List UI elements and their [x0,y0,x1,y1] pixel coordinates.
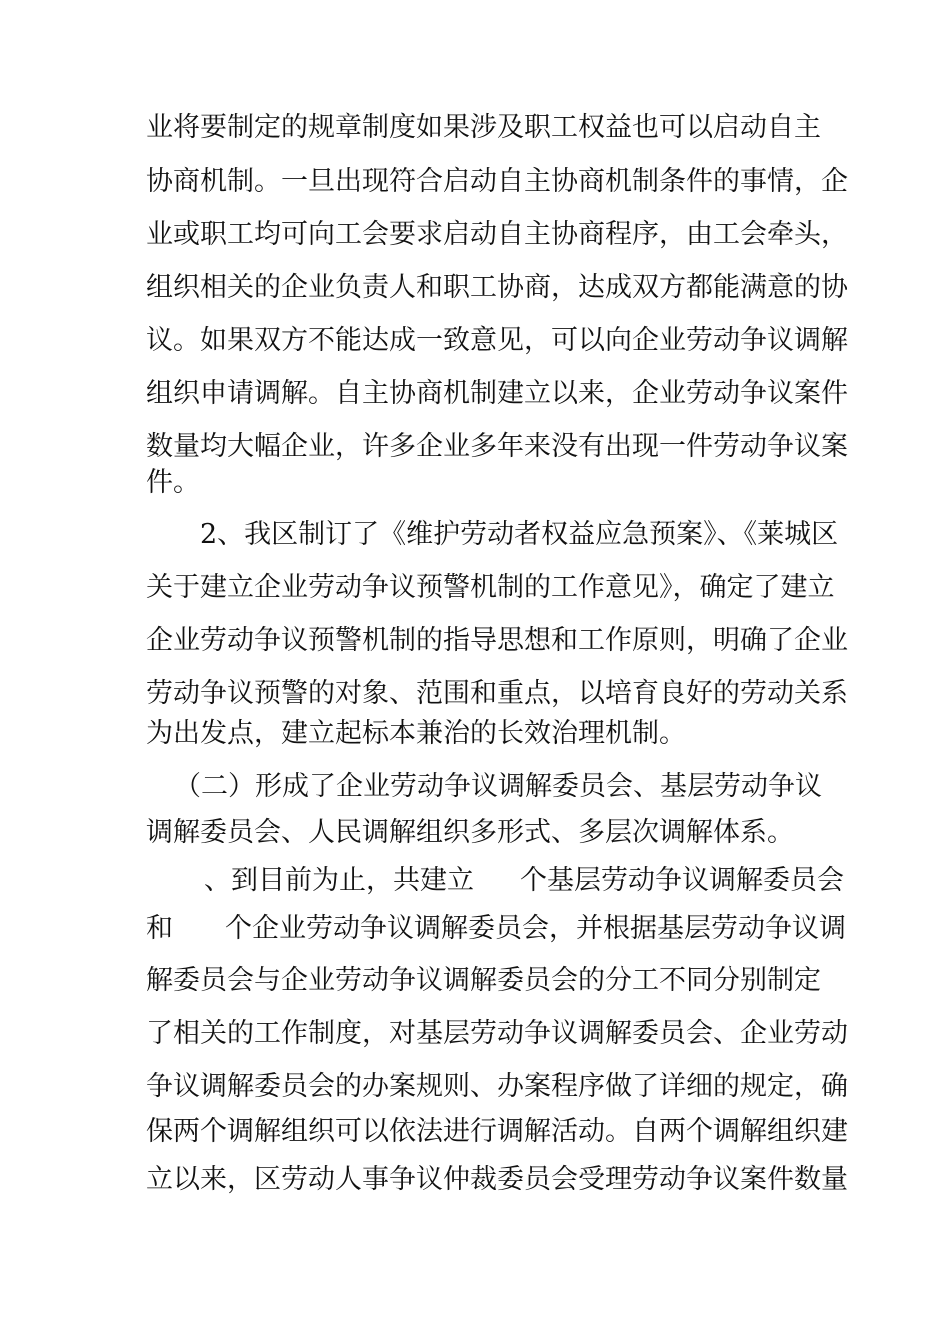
paragraph-line: 2、我区制订了《维护劳动者权益应急预案》、《莱城区 [200,519,839,550]
paragraph-line: 企业劳动争议预警机制的指导思想和工作原则，明确了企业 [146,625,848,656]
paragraph-line: 件。 [146,467,200,498]
paragraph-line: 议。如果双方不能达成一致意见，可以向企业劳动争议调解 [146,325,848,356]
paragraph-line: 关于建立企业劳动争议预警机制的工作意见》，确定了建立 [146,572,835,603]
paragraph-line: 保两个调解组织可以依法进行调解活动。自两个调解组织建 [146,1116,848,1147]
line-part: 个基层劳动争议调解委员会 [520,865,844,896]
paragraph-line: 数量均大幅企业，许多企业多年来没有出现一件劳动争议案 [146,431,848,462]
paragraph-line: 协商机制。一旦出现符合启动自主协商机制条件的事情，企 [146,166,848,197]
section-heading-line: （二）形成了企业劳动争议调解委员会、基层劳动争议 [174,771,822,802]
line-part: 、到目前为止，共建立 [204,865,474,896]
paragraph-line: 解委员会与企业劳动争议调解委员会的分工不同分别制定 [146,965,821,996]
paragraph-line [146,911,846,947]
paragraph-line: 组织相关的企业负责人和职工协商，达成双方都能满意的协 [146,272,848,303]
section-heading-line: 调解委员会、人民调解组织多形式、多层次调解体系。 [146,817,794,848]
paragraph-line: 了相关的工作制度，对基层劳动争议调解委员会、企业劳动 [146,1018,848,1049]
paragraph-line [204,863,844,899]
paragraph-line: 立以来，区劳动人事争议仲裁委员会受理劳动争议案件数量 [146,1164,848,1195]
paragraph-line: 为出发点，建立起标本兼治的长效治理机制。 [146,718,686,749]
paragraph-line: 业将要制定的规章制度如果涉及职工权益也可以启动自主 [146,112,821,143]
paragraph-line: 争议调解委员会的办案规则、办案程序做了详细的规定，确 [146,1071,848,1102]
paragraph-line: 劳动争议预警的对象、范围和重点，以培育良好的劳动关系 [146,678,848,709]
paragraph-line: 业或职工均可向工会要求启动自主协商程序，由工会牵头， [146,219,848,250]
line-part: 个企业劳动争议调解委员会，并根据基层劳动争议调 [225,913,846,944]
line-part: 和 [146,913,173,944]
paragraph-line: 组织申请调解。自主协商机制建立以来，企业劳动争议案件 [146,378,848,409]
